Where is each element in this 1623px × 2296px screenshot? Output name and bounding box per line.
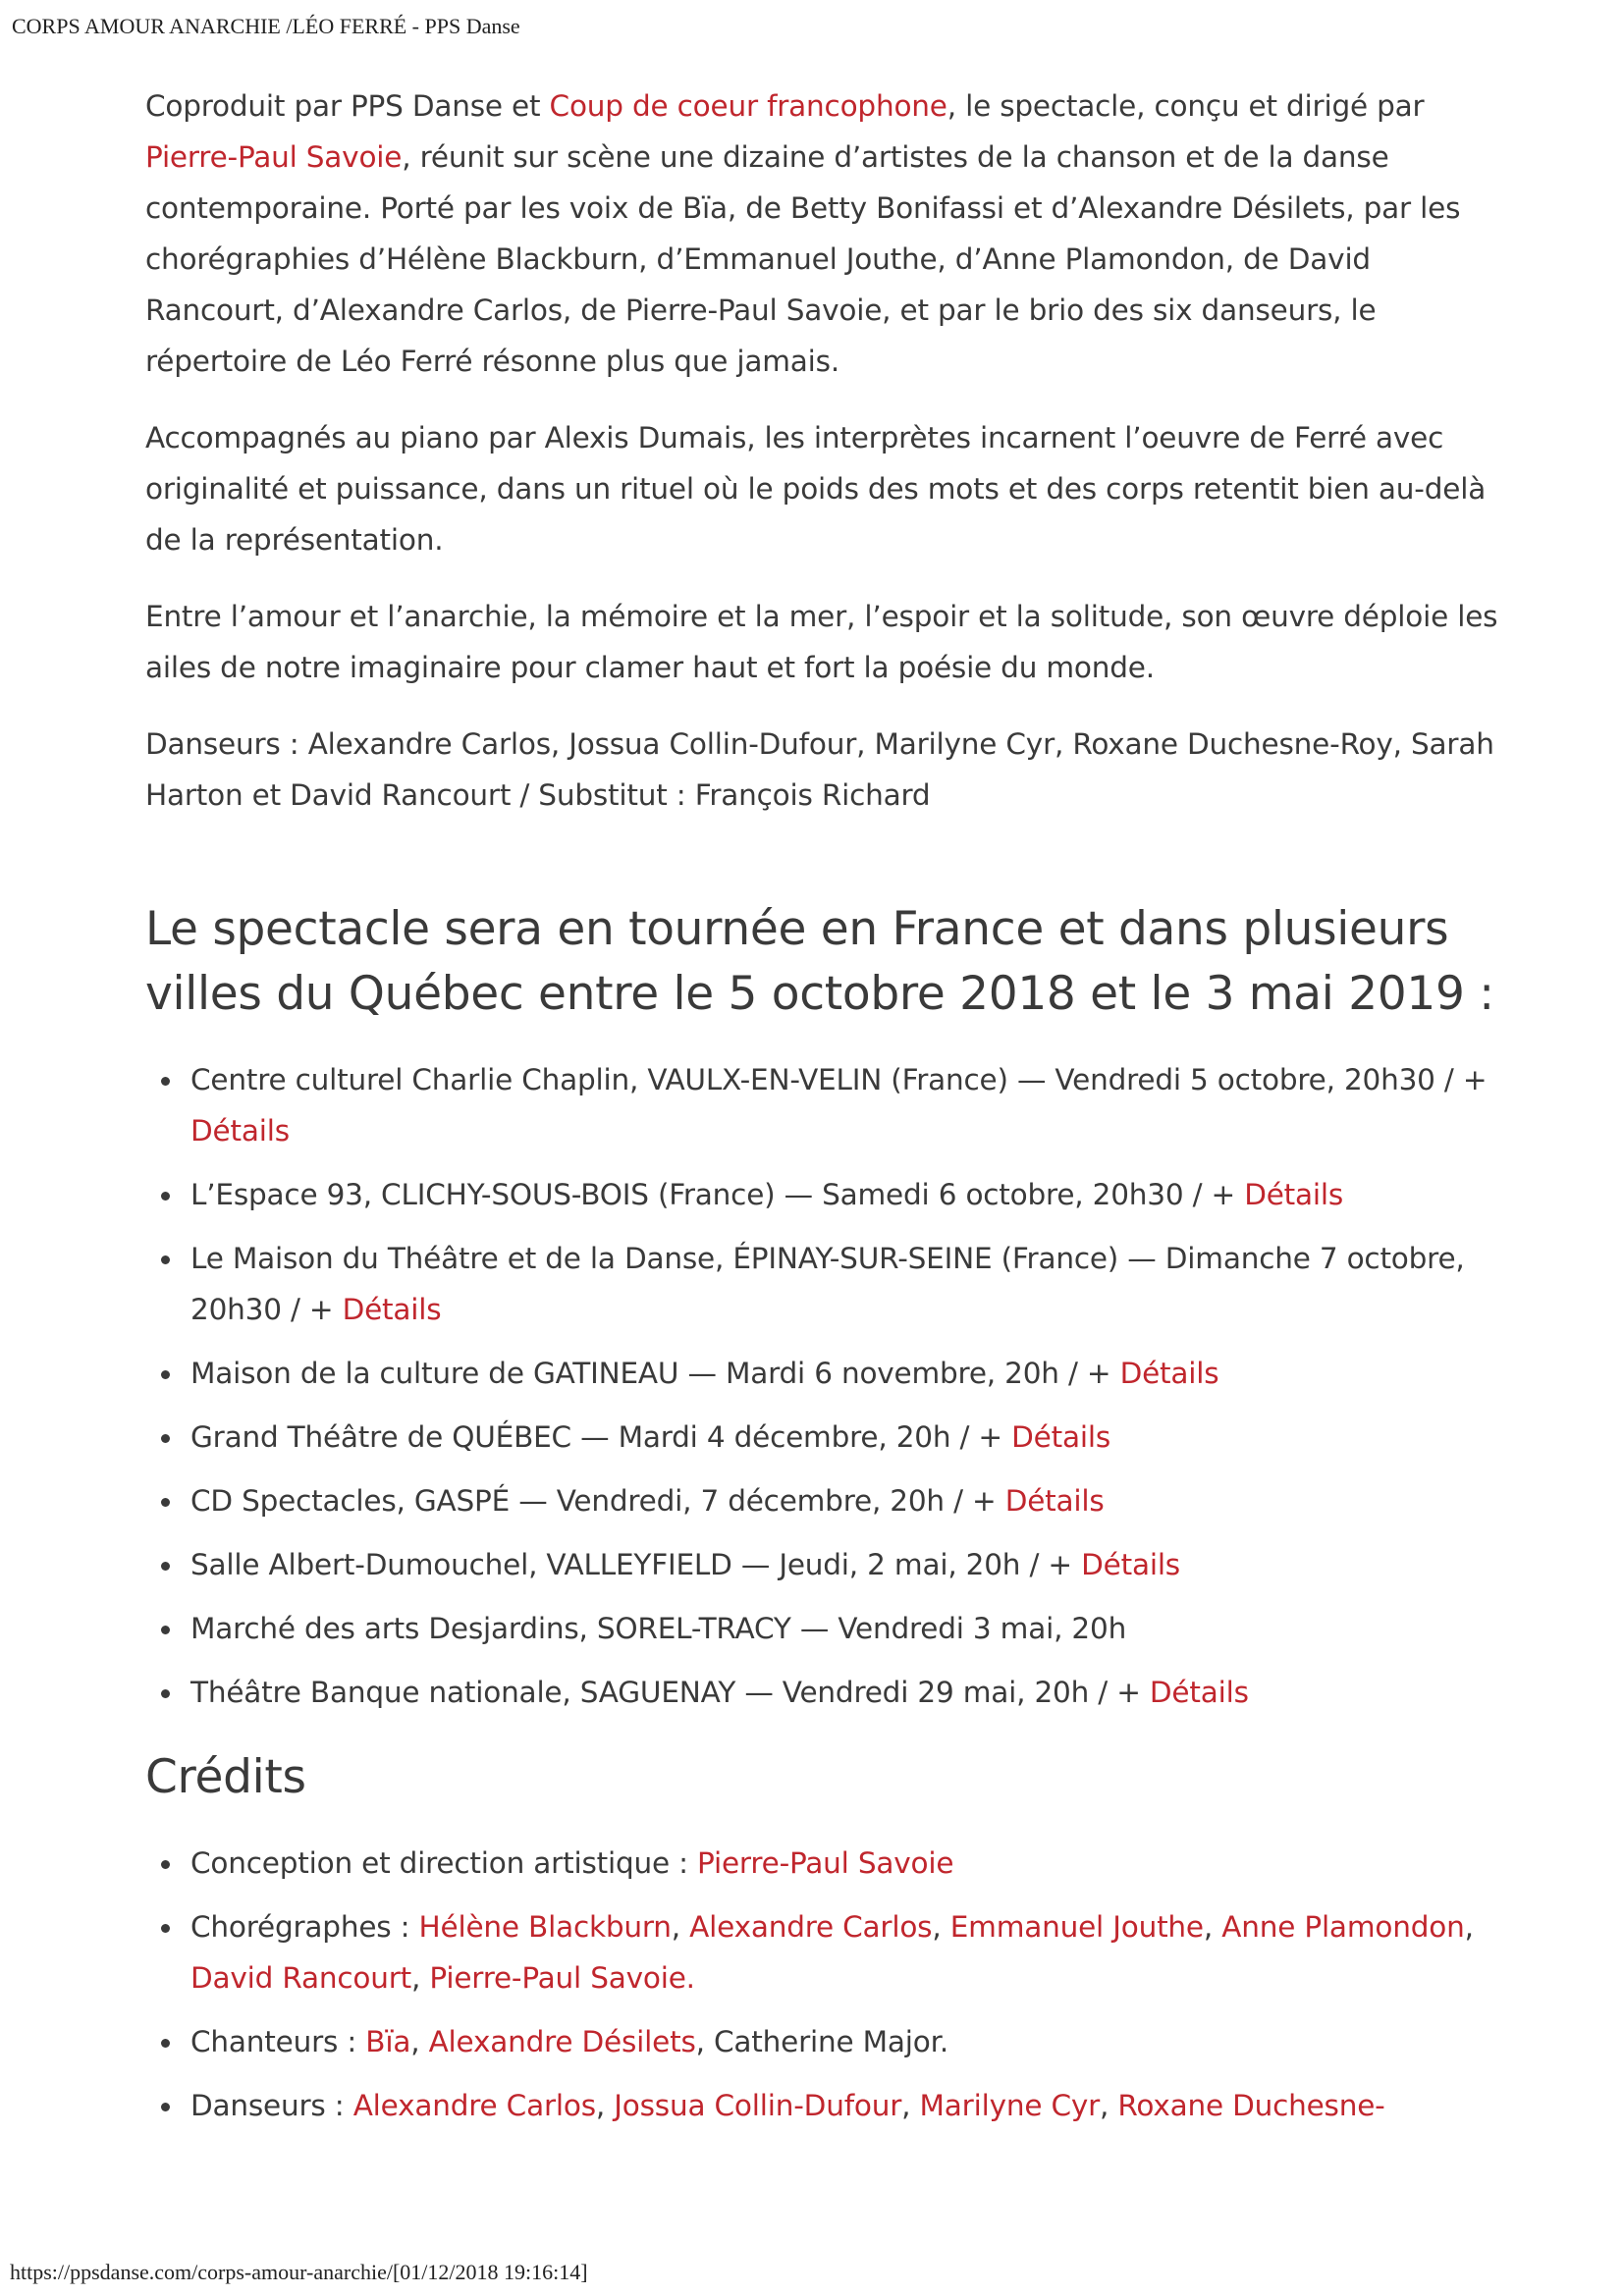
credit-link[interactable]: Anne Plamondon xyxy=(1221,1910,1465,1944)
page-header-title: CORPS AMOUR ANARCHIE /LÉO FERRÉ - PPS Danse xyxy=(12,14,520,38)
credit-label: Chanteurs : xyxy=(190,2025,366,2058)
credit-link[interactable]: Alexandre Carlos xyxy=(352,2089,596,2122)
tour-date-text: Théâtre Banque nationale, SAGUENAY — Vendredi 29 mai, 20h / + xyxy=(190,1676,1150,1709)
credit-link[interactable]: Pierre-Paul Savoie xyxy=(697,1846,954,1880)
link-coup-de-coeur[interactable]: Coup de coeur francophone xyxy=(549,89,947,123)
intro-paragraph-2: Accompagnés au piano par Alexis Dumais, les interprètes incarnent l’oeuvre de Ferré avec originalité et puissance, dans un rituel où le poids des mots et des corps retentit bien au-delà de la représentation. xyxy=(145,421,1487,557)
credit-link[interactable]: David Rancourt xyxy=(190,1961,412,1995)
tour-date-item xyxy=(190,1412,1500,1463)
tour-date-item xyxy=(190,1233,1500,1335)
intro-text: , le spectacle, conçu et dirigé par xyxy=(947,89,1425,123)
tour-date-text: Centre culturel Charlie Chaplin, VAULX-EN-VELIN (France) — Vendredi 5 octobre, 20h30 / + xyxy=(190,1063,1488,1096)
tour-date-text: CD Spectacles, GASPÉ — Vendredi, 7 décembre, 20h / + xyxy=(190,1484,1005,1518)
tour-date-item xyxy=(190,1475,1500,1526)
credit-link[interactable]: Alexandre Désilets xyxy=(428,2025,696,2058)
credit-singers: Chanteurs : Bïa, Alexandre Désilets, Catherine Major. xyxy=(190,2016,1500,2067)
credits-list xyxy=(145,1838,1500,2131)
details-link[interactable]: Détails xyxy=(342,1293,442,1326)
link-pierre-paul-savoie[interactable]: Pierre-Paul Savoie xyxy=(145,140,403,174)
tour-date-text: L’Espace 93, CLICHY-SOUS-BOIS (France) — Samedi 6 octobre, 20h30 / + xyxy=(190,1178,1245,1211)
tour-date-item xyxy=(190,1667,1500,1718)
credit-dancers: Danseurs : Alexandre Carlos, Jossua Collin-Dufour, Marilyne Cyr, Roxane Duchesne- xyxy=(190,2080,1500,2131)
tour-date-text: Salle Albert-Dumouchel, VALLEYFIELD — Jeudi, 2 mai, 20h / + xyxy=(190,1548,1082,1581)
details-link[interactable]: Détails xyxy=(1081,1548,1180,1581)
tour-date-text: Le Maison du Théâtre et de la Danse, ÉPINAY-SUR-SEINE (France) — Dimanche 7 octobre, 20h30 / + xyxy=(190,1242,1465,1326)
tour-dates-list xyxy=(145,1054,1500,1718)
details-link[interactable]: Détails xyxy=(1149,1676,1249,1709)
credit-conception xyxy=(190,1838,1500,1889)
tour-date-text: Marché des arts Desjardins, SOREL-TRACY — Vendredi 3 mai, 20h xyxy=(190,1612,1127,1645)
tour-date-text: Maison de la culture de GATINEAU — Mardi 6 novembre, 20h / + xyxy=(190,1357,1120,1390)
credit-link[interactable]: Marilyne Cyr xyxy=(919,2089,1101,2122)
tour-heading: Le spectacle sera en tournée en France et dans plusieurs villes du Québec entre le 5 octobre 2018 et le 3 mai 2019 : xyxy=(145,902,1494,1021)
details-link[interactable]: Détails xyxy=(1244,1178,1344,1211)
tour-date-item xyxy=(190,1539,1500,1590)
dancers-paragraph: Danseurs : Alexandre Carlos, Jossua Collin-Dufour, Marilyne Cyr, Roxane Duchesne-Roy, Sarah Harton et David Rancourt / Substitut : François Richard xyxy=(145,727,1494,812)
intro-paragraph-1 xyxy=(145,80,1500,387)
details-link[interactable]: Détails xyxy=(1011,1420,1110,1454)
tour-date-item xyxy=(190,1348,1500,1399)
details-link[interactable]: Détails xyxy=(1119,1357,1219,1390)
intro-text: Coproduit par PPS Danse et xyxy=(145,89,550,123)
credit-label: Conception et direction artistique : xyxy=(190,1846,698,1880)
credit-link[interactable]: Jossua Collin-Dufour xyxy=(614,2089,902,2122)
credits-heading: Crédits xyxy=(145,1750,306,1804)
article-content xyxy=(145,80,1500,2144)
credit-link[interactable]: Emmanuel Jouthe xyxy=(949,1910,1204,1944)
credit-link[interactable]: Pierre-Paul Savoie. xyxy=(429,1961,695,1995)
credit-link[interactable]: Hélène Blackburn xyxy=(418,1910,672,1944)
details-link[interactable]: Détails xyxy=(190,1114,290,1148)
credit-choreographers: Chorégraphes : Hélène Blackburn, Alexandre Carlos, Emmanuel Jouthe, Anne Plamondon, David Rancourt, Pierre-Paul Savoie. xyxy=(190,1901,1500,2003)
intro-text: , réunit sur scène une dizaine d’artistes de la chanson et de la danse contemporaine. Porté par les voix de Bïa, de Betty Bonifassi et d’Alexandre Désilets, par les chorégraphies d’Hélène Blackburn, d’Emmanuel Jouthe, d’Anne Plamondon, de David Rancourt, d’Alexandre Carlos, de Pierre-Paul Savoie, et par le brio des six danseurs, le répertoire de Léo Ferré résonne plus que jamais. xyxy=(145,140,1461,378)
credit-text: , Catherine Major. xyxy=(695,2025,949,2058)
credit-link[interactable]: Alexandre Carlos xyxy=(689,1910,933,1944)
tour-date-item xyxy=(190,1169,1500,1220)
tour-date-item xyxy=(190,1054,1500,1156)
intro-paragraph-3: Entre l’amour et l’anarchie, la mémoire et la mer, l’espoir et la solitude, son œuvre déploie les ailes de notre imaginaire pour clamer haut et fort la poésie du monde. xyxy=(145,600,1498,684)
credit-link[interactable]: Bïa xyxy=(365,2025,411,2058)
credit-label: Danseurs : xyxy=(190,2089,353,2122)
tour-date-text: Grand Théâtre de QUÉBEC — Mardi 4 décembre, 20h / + xyxy=(190,1420,1012,1454)
tour-date-item xyxy=(190,1603,1500,1654)
details-link[interactable]: Détails xyxy=(1004,1484,1105,1518)
page-footer-url: https://ppsdanse.com/corps-amour-anarchie/[01/12/2018 19:16:14] xyxy=(10,2260,588,2284)
credit-label: Chorégraphes : xyxy=(190,1910,419,1944)
credit-link[interactable]: Roxane Duchesne- xyxy=(1117,2089,1385,2122)
